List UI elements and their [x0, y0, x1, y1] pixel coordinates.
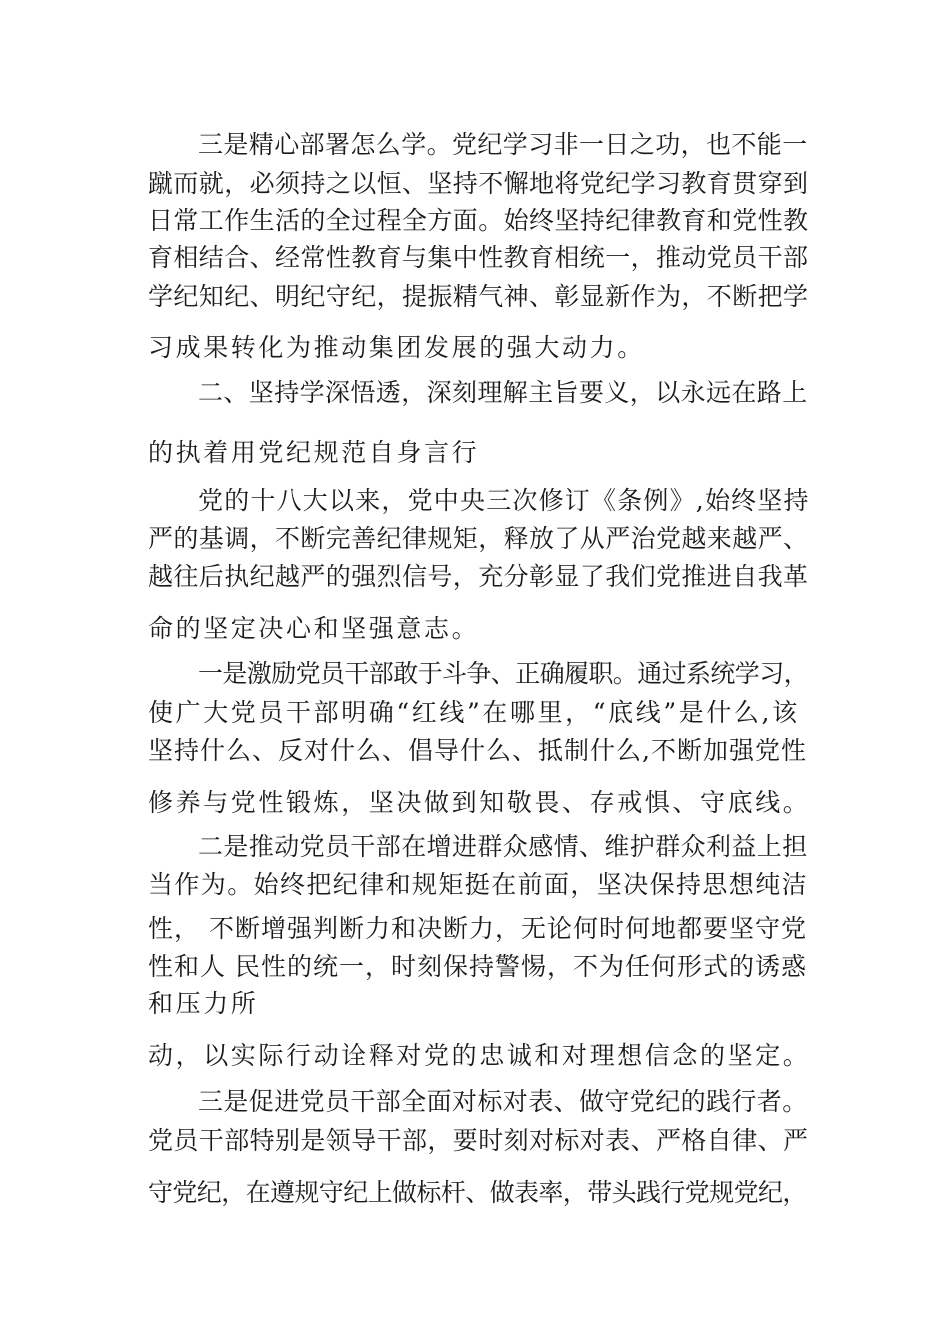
paragraph-line: 学纪知纪、明纪守纪，提振精气神、彰显新作为，不断把学 — [148, 282, 809, 311]
paragraph-line: 习成果转化为推动集团发展的强大动力。 — [148, 333, 645, 362]
section-heading-line: 二、坚持学深悟透，深刻理解主旨要义，以永远在路上 — [198, 378, 808, 407]
paragraph-line: 性和人 民性的统一，时刻保持警惕，不为任何形式的诱惑 — [148, 952, 807, 981]
paragraph-line: 党员干部特别是领导干部，要时刻对标对表、严格自律、严 — [148, 1126, 809, 1155]
paragraph-line: 和压力所 — [148, 989, 259, 1018]
paragraph-line: 性， 不断增强判断力和决断力，无论何时何地都要坚守党 — [148, 914, 807, 943]
paragraph-line: 育相结合、经常性教育与集中性教育相统一，推动党员干部 — [148, 243, 809, 272]
paragraph-line: 坚持什么、反对什么、倡导什么、抵制什么,不断加强党性 — [148, 736, 807, 765]
section-heading-line: 的执着用党纪规范自身言行 — [148, 438, 480, 467]
paragraph-line: 使广大党员干部明确“红线”在哪里，“底线”是什么,该 — [148, 698, 800, 727]
paragraph-line: 守党纪，在遵规守纪上做标杆、做表率，带头践行党规党纪， — [148, 1178, 807, 1207]
paragraph-line: 一是激励党员干部敢于斗争、正确履职。通过系统学习， — [198, 659, 809, 688]
paragraph-line: 党的十八大以来，党中央三次修订《条例》,始终坚持 — [198, 486, 810, 515]
paragraph-line: 当作为。始终把纪律和规矩挺在前面，坚决保持思想纯洁 — [148, 870, 809, 899]
paragraph-line: 蹴而就，必须持之以恒、坚持不懈地将党纪学习教育贯穿到 — [148, 169, 809, 198]
paragraph-line: 修养与党性锻炼，坚决做到知敬畏、存戒惧、守底线。 — [148, 788, 811, 817]
paragraph-line: 三是促进党员干部全面对标对表、做守党纪的践行者。 — [198, 1087, 808, 1116]
paragraph-line: 越往后执纪越严的强烈信号，充分彰显了我们党推进自我革 — [148, 562, 809, 591]
paragraph-line: 命的坚定决心和坚强意志。 — [148, 614, 480, 643]
paragraph-line: 二是推动党员干部在增进群众感情、维护群众利益上担 — [198, 832, 808, 861]
paragraph-line: 动，以实际行动诠释对党的忠诚和对理想信念的坚定。 — [148, 1041, 811, 1070]
paragraph-line: 三是精心部署怎么学。党纪学习非一日之功，也不能一 — [198, 130, 808, 159]
paragraph-line: 严的基调，不断完善纪律规矩，释放了从严治党越来越严、 — [148, 524, 809, 553]
paragraph-line: 日常工作生活的全过程全方面。始终坚持纪律教育和党性教 — [148, 206, 809, 235]
